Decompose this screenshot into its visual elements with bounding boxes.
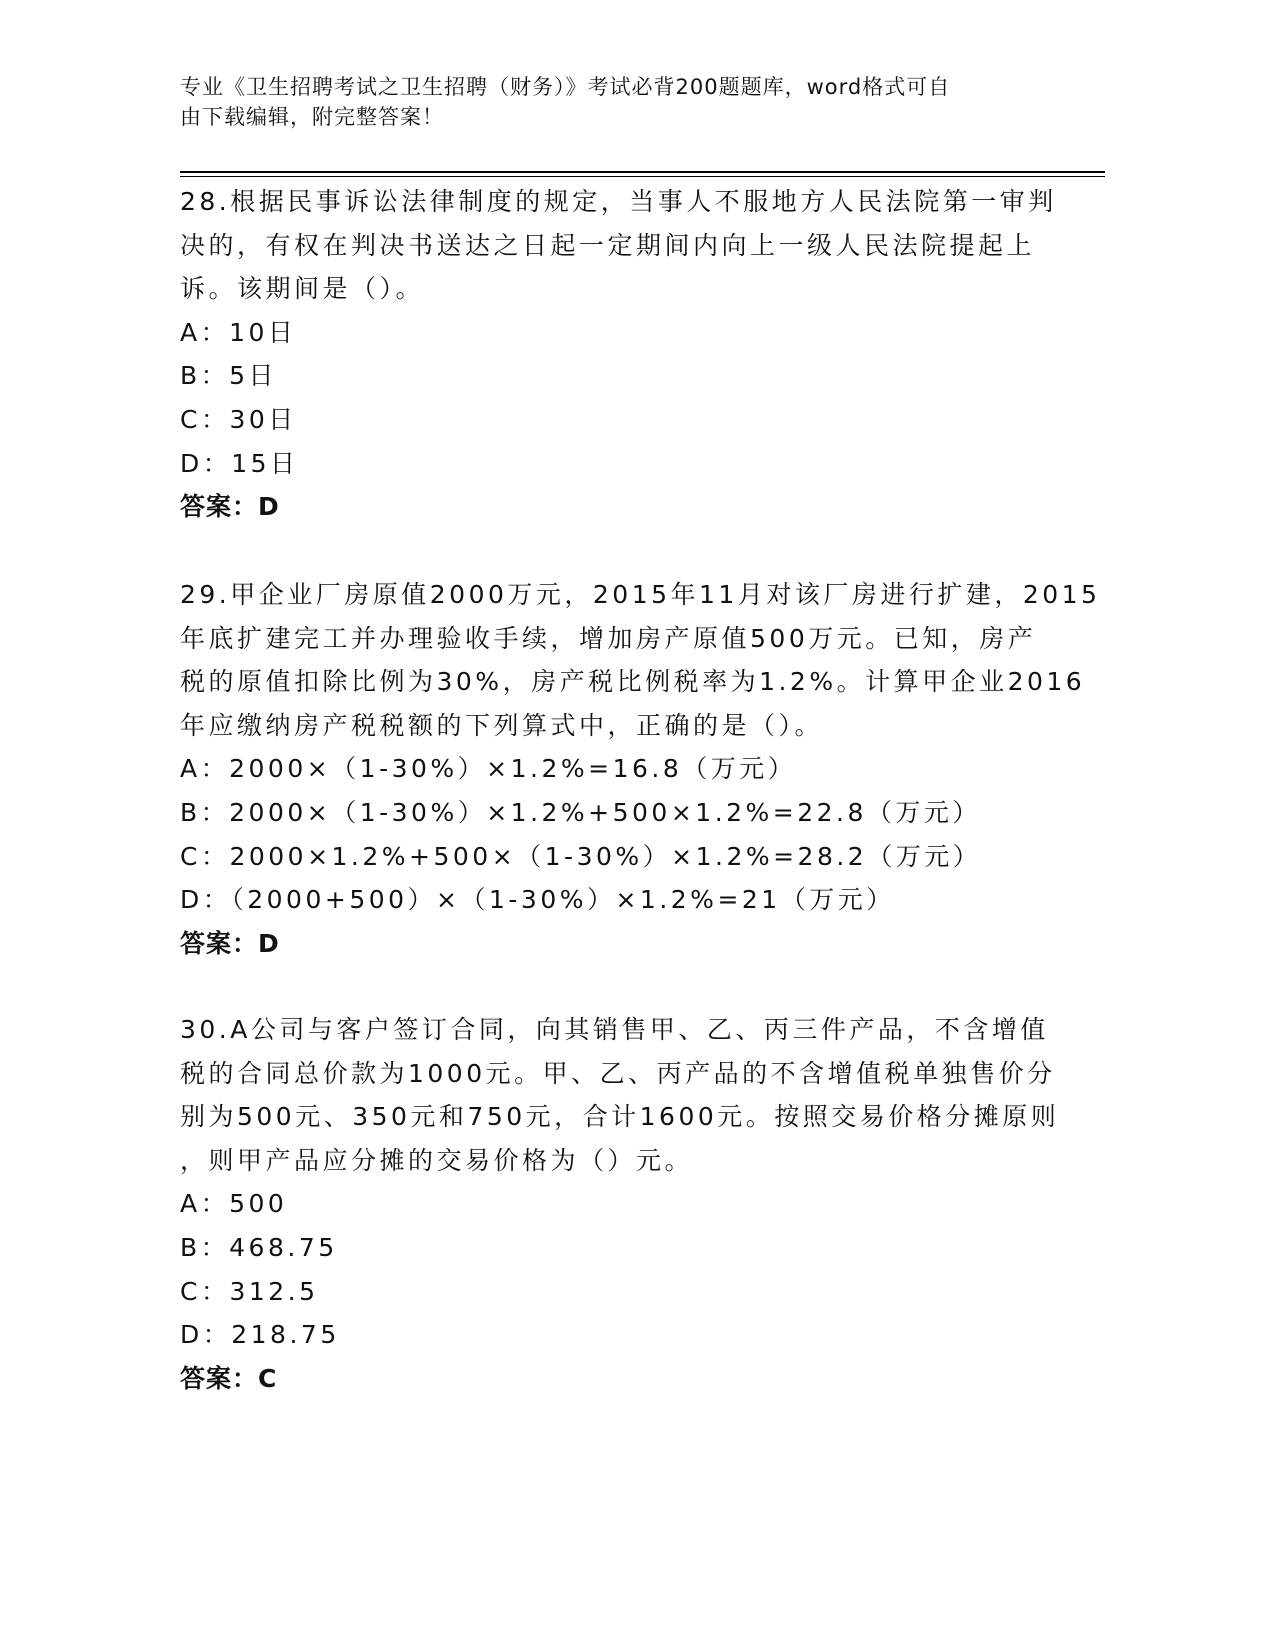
question-text: 年应缴纳房产税税额的下列算式中，正确的是（）。: [180, 710, 824, 740]
question-text: 28.根据民事诉讼法律制度的规定，当事人不服地方人民法院第一审判: [180, 187, 1057, 216]
option-d: D：218.75: [180, 1320, 340, 1350]
question-text: 税的原值扣除比例为30%，房产税比例税率为1.2%。计算甲企业2016: [180, 667, 1086, 697]
question-text: ，则甲产品应分摊的交易价格为（）元。: [180, 1145, 694, 1175]
option-d: D：15日: [180, 448, 299, 478]
answer: 答案：C: [180, 1363, 278, 1393]
header-divider: [180, 171, 1105, 173]
question-text: 30.A公司与客户签订合同，向其销售甲、乙、丙三件产品，不含增值: [180, 1015, 1049, 1044]
option-d: D：（2000+500）×（1-30%）×1.2%=21（万元）: [180, 885, 895, 915]
header-divider-thin: [180, 176, 1105, 177]
question-text: 29.甲企业厂房原值2000万元，2015年11月对该厂房进行扩建，2015: [180, 580, 1101, 609]
answer: 答案：D: [180, 928, 280, 958]
question-text: 决的，有权在判决书送达之日起一定期间内向上一级人民法院提起上: [180, 230, 1036, 260]
answer: 答案：D: [180, 492, 280, 522]
question-text: 年底扩建完工并办理验收手续，增加房产原值500万元。已知，房产: [180, 623, 1037, 653]
document-header: [180, 72, 1040, 132]
option-c: C：312.5: [180, 1276, 319, 1306]
option-a: A：10日: [180, 317, 297, 347]
option-b: B：2000×（1-30%）×1.2%+500×1.2%=22.8（万元）: [180, 797, 981, 827]
option-c: C：30日: [180, 404, 297, 434]
header-line: 专业《卫生招聘考试之卫生招聘（财务）》考试必背200题题库，word格式可自: [180, 75, 951, 99]
question-28: [180, 180, 1080, 529]
question-text: 别为500元、350元和750元，合计1600元。按照交易价格分摊原则: [180, 1102, 1060, 1132]
question-text: 诉。该期间是（）。: [180, 274, 425, 304]
option-c: C：2000×1.2%+500×（1-30%）×1.2%=28.2（万元）: [180, 841, 982, 871]
option-b: B：5日: [180, 361, 278, 391]
question-text: 税的合同总价款为1000元。甲、乙、丙产品的不含增值税单独售价分: [180, 1058, 1056, 1088]
question-29: [180, 573, 1101, 965]
option-a: A：2000×（1-30%）×1.2%=16.8（万元）: [180, 754, 797, 784]
question-30: [180, 1008, 1080, 1400]
option-b: B：468.75: [180, 1232, 338, 1262]
header-line: 由下载编辑，附完整答案！: [180, 105, 444, 129]
option-a: A：500: [180, 1189, 288, 1219]
